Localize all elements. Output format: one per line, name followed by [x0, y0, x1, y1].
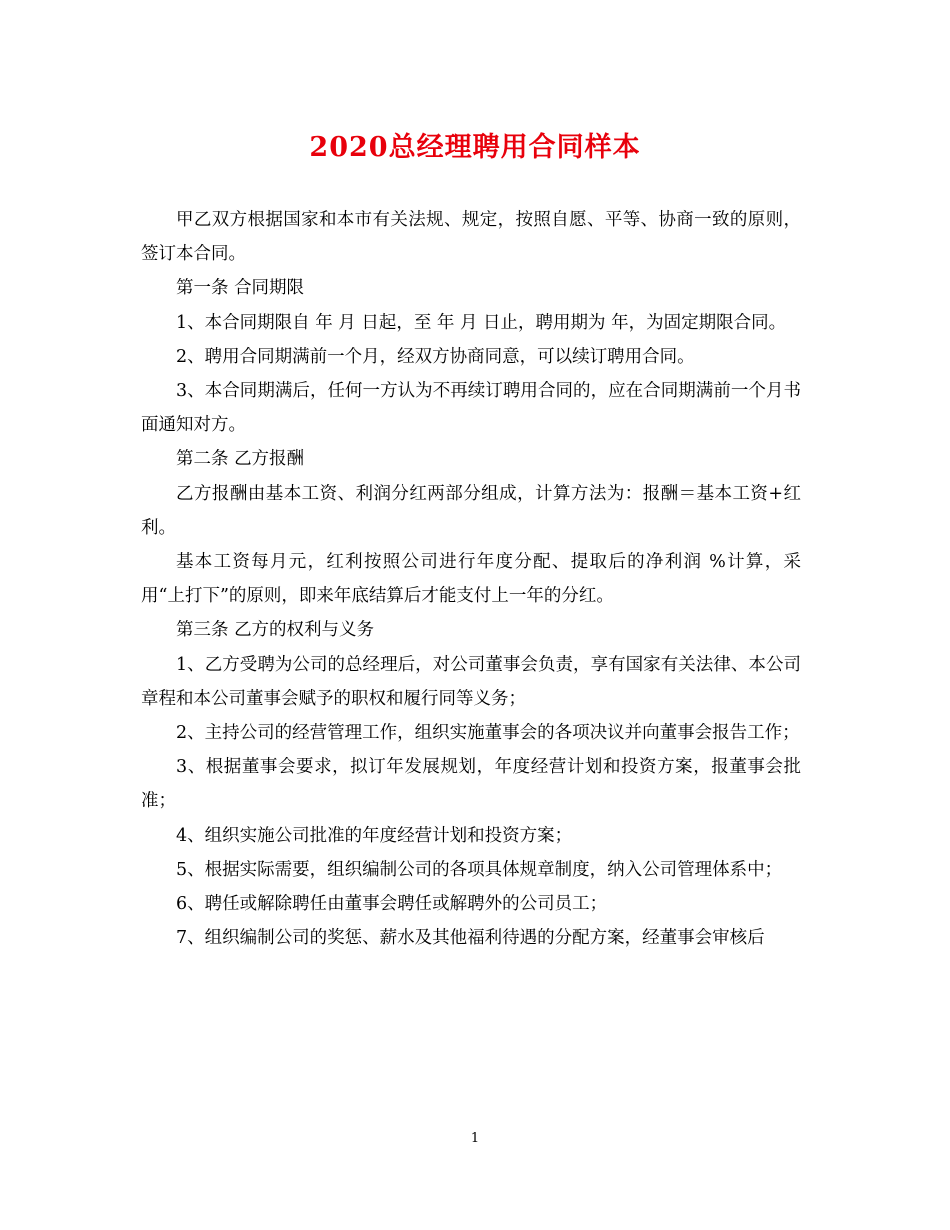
paragraph-item: 3、本合同期满后，任何一方认为不再续订聘用合同的，应在合同期满前一个月书面通知对方。: [141, 381, 801, 436]
paragraph-item: 5、根据实际需要，组织编制公司的各项具体规章制度，纳入公司管理体系中；: [176, 859, 783, 880]
section-heading-article-2: 第二条 乙方报酬: [176, 449, 305, 470]
section-heading-article-1: 第一条 合同期限: [176, 278, 305, 299]
document-title: 2020总经理聘用合同样本: [309, 132, 641, 163]
paragraph-item: 1、乙方受聘为公司的总经理后，对公司董事会负责，享有国家有关法律、本公司章程和本公司董事会赋予的职权和履行同等义务；: [141, 654, 801, 709]
document-body: [141, 203, 801, 955]
paragraph-item: 乙方报酬由基本工资、利润分红两部分组成，计算方法为：报酬＝基本工资+红利。: [141, 483, 801, 538]
paragraph-item: 1、本合同期限自 年 月 日起，至 年 月 日止，聘用期为 年，为固定期限合同。: [176, 312, 787, 333]
paragraph-item: 3、根据董事会要求，拟订年发展规划，年度经营计划和投资方案，报董事会批准；: [141, 757, 801, 812]
page-number: 1: [470, 1131, 480, 1146]
paragraph-item: 基本工资每月元，红利按照公司进行年度分配、提取后的净利润 %计算，采用“上打下”的原则，即来年底结算后才能支付上一年的分红。: [141, 552, 801, 607]
paragraph-preamble: 甲乙双方根据国家和本市有关法规、规定，按照自愿、平等、协商一致的原则，签订本合同。: [141, 210, 801, 265]
paragraph-item: 4、组织实施公司批准的年度经营计划和投资方案；: [176, 825, 573, 846]
section-heading-article-3: 第三条 乙方的权利与义务: [176, 620, 375, 641]
paragraph-item: 6、聘任或解除聘任由董事会聘任或解聘外的公司员工；: [176, 894, 608, 915]
paragraph-item: 2、聘用合同期满前一个月，经双方协商同意，可以续订聘用合同。: [176, 346, 695, 367]
paragraph-item: 2、主持公司的经营管理工作，组织实施董事会的各项决议并向董事会报告工作；: [176, 723, 800, 744]
paragraph-item: 7、组织编制公司的奖惩、薪水及其他福利待遇的分配方案，经董事会审核后: [176, 928, 765, 949]
